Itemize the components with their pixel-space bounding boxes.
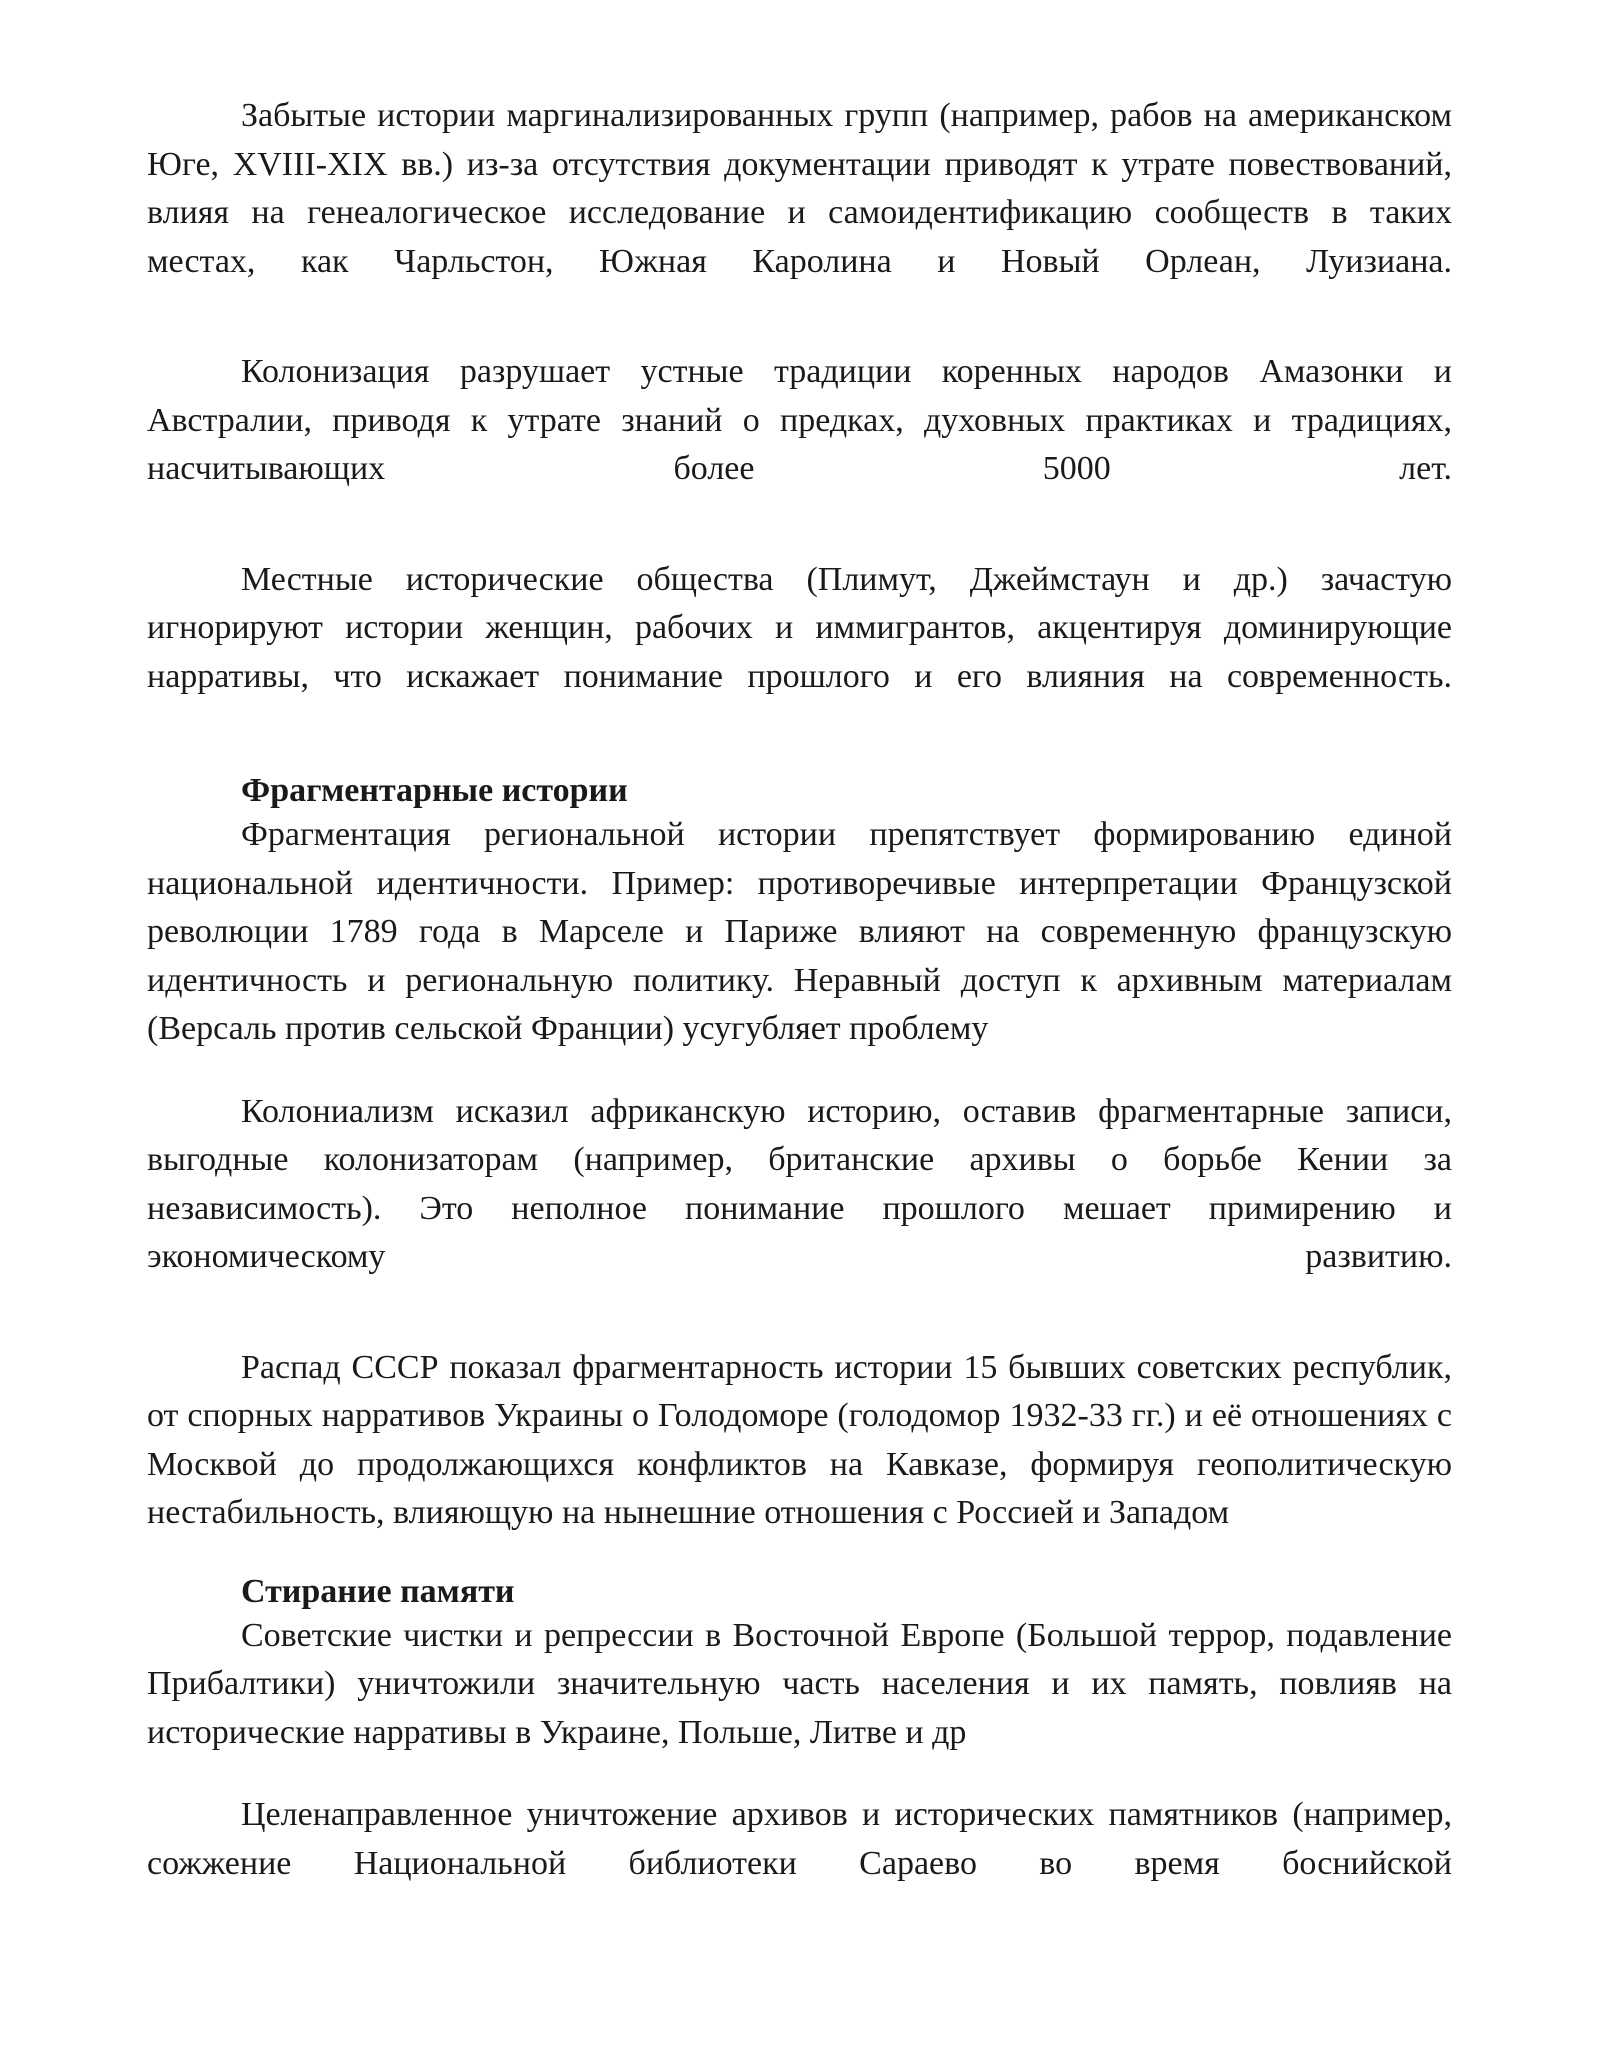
section-heading-fragmentary-histories: Фрагментарные истории <box>241 772 628 809</box>
document-body <box>147 92 1452 1888</box>
paragraph-local-historical-societies: Местные исторические общества (Плимут, Джеймстаун и др.) зачастую игнорируют истории женщин, рабочих и иммигрантов, акцентируя доминирующие нарративы, что искажает понимание прошлого и его влияния на современность. <box>147 560 1452 695</box>
paragraph-marginalized-histories: Забытые истории маргинализированных групп (например, рабов на американском Юге, XVIII-XIX вв.) из-за отсутствия документации приводят к утрате повествований, влияя на генеалогическое исследование и самоидентификацию сообществ в таких местах, как Чарльстон, Южная Каролина и Новый Орлеан, Луизиана. <box>147 97 1452 280</box>
section-heading-memory-erasure: Стирание памяти <box>241 1572 515 1610</box>
paragraph-soviet-purges: Советские чистки и репрессии в Восточной Европе (Большой террор, подавление Прибалтики) уничтожили значительную часть населения и их память, повлияв на исторические нарративы в Украине, Польше, Литве и др <box>147 1616 1452 1751</box>
paragraph-ussr-collapse: Распад СССР показал фрагментарность истории 15 бывших советских республик, от спорных нарративов Украины о Голодоморе (голодомор 1932-33 гг.) и её отношениях с Москвой до продолжающихся конфликтов на Кавказе, формируя геополитическую нестабильность, влияющую на нынешние отношения с Россией и Западом <box>147 1348 1452 1531</box>
paragraph-colonization-oral-traditions: Колонизация разрушает устные традиции коренных народов Амазонки и Австралии, приводя к утрате знаний о предках, духовных практиках и традициях, насчитывающих более 5000 лет. <box>147 353 1452 487</box>
paragraph-colonialism-africa: Колониализм исказил африканскую историю, оставив фрагментарные записи, выгодные колонизаторам (например, британские архивы о борьбе Кении за независимость). Это неполное понимание прошлого мешает примирению и экономическому развитию. <box>147 1092 1452 1275</box>
paragraph-archive-destruction: Целенаправленное уничтожение архивов и исторических памятников (например, сожжение Национальной библиотеки Сараево во время боснийской <box>147 1796 1452 1882</box>
paragraph-regional-fragmentation: Фрагментация региональной истории препятствует формированию единой национальной идентичности. Пример: противоречивые интерпретации Французской революции 1789 года в Марселе и Париже влияют на современную французскую идентичность и региональную политику. Неравный доступ к архивным материалам (Версаль против сельской Франции) усугубляет проблему <box>147 816 1452 1047</box>
